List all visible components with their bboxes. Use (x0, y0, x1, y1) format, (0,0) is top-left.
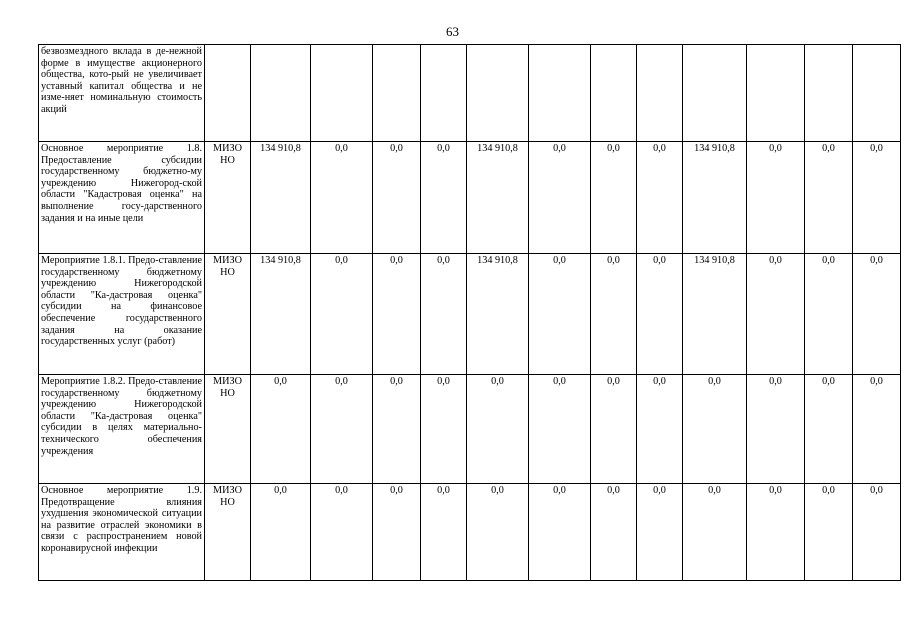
amount-cell (311, 45, 373, 142)
table-row (39, 484, 901, 581)
amount-cell: 0,0 (529, 484, 591, 581)
table-body (39, 45, 901, 581)
executor-cell: МИЗО НО (205, 254, 251, 375)
amount-cell (853, 45, 901, 142)
amount-cell: 0,0 (805, 484, 853, 581)
amount-cell: 0,0 (591, 375, 637, 484)
executor-cell (205, 45, 251, 142)
amount-cell: 134 910,8 (251, 142, 311, 254)
amount-cell: 0,0 (421, 142, 467, 254)
amount-cell: 0,0 (637, 254, 683, 375)
amount-cell: 0,0 (421, 484, 467, 581)
amount-cell: 0,0 (747, 142, 805, 254)
amount-cell (421, 45, 467, 142)
amount-cell: 0,0 (311, 142, 373, 254)
amount-cell: 0,0 (373, 254, 421, 375)
amount-cell: 0,0 (373, 375, 421, 484)
amount-cell: 134 910,8 (251, 254, 311, 375)
amount-cell: 134 910,8 (467, 142, 529, 254)
amount-cell (805, 45, 853, 142)
table-row (39, 45, 901, 142)
amount-cell: 0,0 (853, 375, 901, 484)
activity-description-cell: Основное мероприятие 1.9. Предотвращение влияния ухудшения экономической ситуации на развитие отраслей экономики в связи с распространением новой коронавирусной инфекции (39, 484, 205, 581)
table-row (39, 254, 901, 375)
amount-cell: 0,0 (373, 484, 421, 581)
amount-cell: 0,0 (311, 375, 373, 484)
amount-cell: 0,0 (591, 142, 637, 254)
amount-cell: 0,0 (311, 254, 373, 375)
budget-table (38, 44, 901, 581)
amount-cell: 0,0 (853, 254, 901, 375)
amount-cell: 0,0 (747, 254, 805, 375)
executor-cell: МИЗО НО (205, 375, 251, 484)
amount-cell (747, 45, 805, 142)
activity-description-cell: Мероприятие 1.8.1. Предо-ставление государственному бюджетному учреждению Нижегородской области "Ка-дастровая оценка" субсидии на финансовое обеспечение государственного задания на оказание государственных услуг (работ) (39, 254, 205, 375)
amount-cell: 0,0 (747, 484, 805, 581)
amount-cell (529, 45, 591, 142)
amount-cell (591, 45, 637, 142)
table-row (39, 142, 901, 254)
amount-cell: 0,0 (529, 254, 591, 375)
amount-cell: 0,0 (421, 254, 467, 375)
amount-cell (467, 45, 529, 142)
amount-cell: 0,0 (683, 375, 747, 484)
amount-cell: 0,0 (591, 254, 637, 375)
table-row (39, 375, 901, 484)
activity-description-cell: Мероприятие 1.8.2. Предо-ставление государственному бюджетному учреждению Нижегородской области "Ка-дастровая оценка" субсидии в целях материально-технического обеспечения учреждения (39, 375, 205, 484)
amount-cell: 0,0 (637, 484, 683, 581)
amount-cell: 0,0 (853, 484, 901, 581)
amount-cell: 0,0 (311, 484, 373, 581)
amount-cell: 0,0 (805, 254, 853, 375)
executor-cell: МИЗО НО (205, 142, 251, 254)
amount-cell: 0,0 (421, 375, 467, 484)
amount-cell: 0,0 (747, 375, 805, 484)
activity-description-cell: Основное мероприятие 1.8. Предоставление субсидии государственному бюджетно-му учреждению Нижегород-ской области "Кадастровая оценка" на выполнение госу-дарственного задания и на иные цели (39, 142, 205, 254)
activity-description-cell: безвозмездного вклада в де-нежной форме в имуществе акционерного общества, кото-рый не увеличивает уставный капитал общества и не изме-няет номинальную стоимость акций (39, 45, 205, 142)
amount-cell: 0,0 (591, 484, 637, 581)
amount-cell (683, 45, 747, 142)
amount-cell: 0,0 (251, 375, 311, 484)
amount-cell: 134 910,8 (467, 254, 529, 375)
amount-cell: 134 910,8 (683, 254, 747, 375)
amount-cell: 0,0 (529, 375, 591, 484)
amount-cell (373, 45, 421, 142)
amount-cell: 0,0 (467, 484, 529, 581)
amount-cell: 0,0 (373, 142, 421, 254)
amount-cell: 0,0 (637, 375, 683, 484)
amount-cell: 0,0 (683, 484, 747, 581)
page-number: 63 (446, 24, 459, 39)
amount-cell: 0,0 (805, 142, 853, 254)
executor-cell: МИЗО НО (205, 484, 251, 581)
amount-cell: 0,0 (251, 484, 311, 581)
amount-cell (251, 45, 311, 142)
amount-cell: 0,0 (805, 375, 853, 484)
amount-cell: 0,0 (529, 142, 591, 254)
amount-cell: 0,0 (467, 375, 529, 484)
amount-cell: 134 910,8 (683, 142, 747, 254)
amount-cell (637, 45, 683, 142)
amount-cell: 0,0 (853, 142, 901, 254)
amount-cell: 0,0 (637, 142, 683, 254)
